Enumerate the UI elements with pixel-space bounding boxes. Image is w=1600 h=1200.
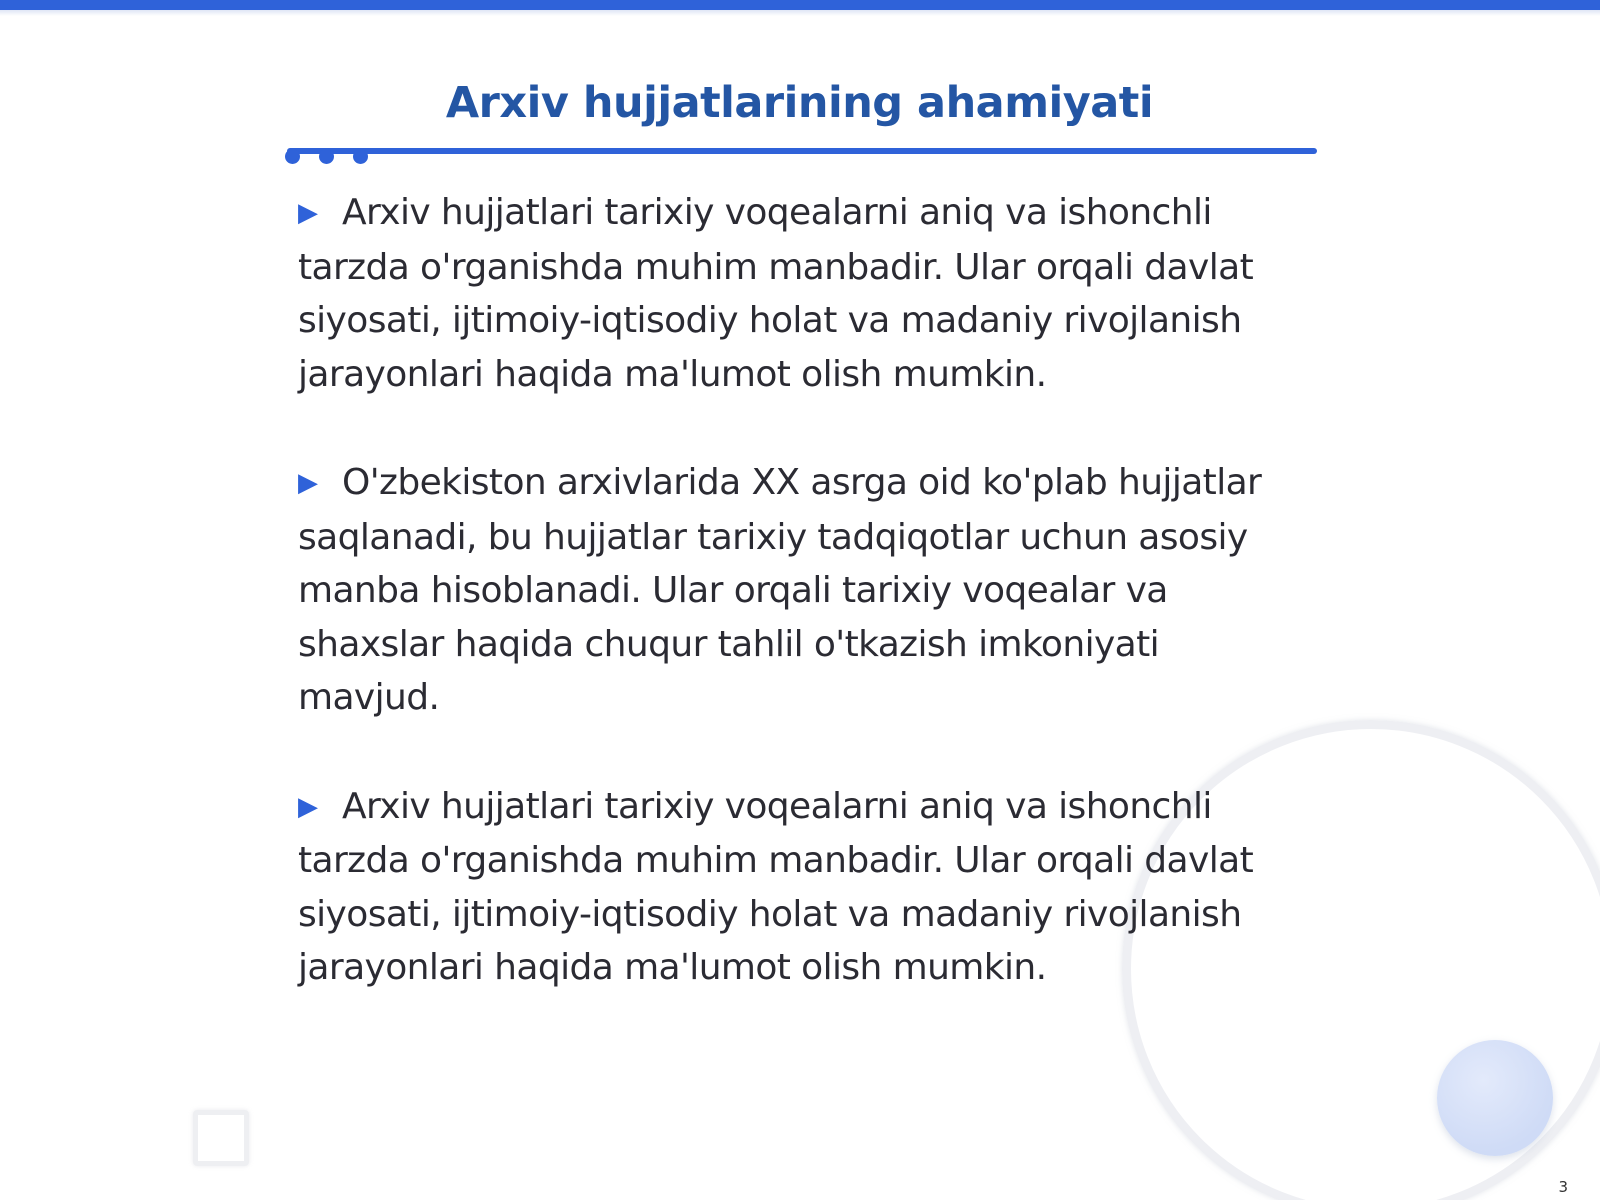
page-number: 3: [1558, 1178, 1568, 1196]
top-bar-shadow: [0, 10, 1600, 16]
bullet-item: [298, 456, 1308, 725]
bullet-text: Arxiv hujjatlari tarixiy voqealarni aniq va ishonchli tarzda o'rganishda muhim manbadir. Ular orqali davlat siyosati, ijtimoiy-iqtisodiy holat va madaniy rivojlanish jarayonlari haqida ma'lumot olish mumkin.: [298, 192, 1254, 395]
top-accent-bar: [0, 0, 1600, 10]
triangle-right-icon: ▶: [298, 791, 318, 822]
underline-dot-1: [285, 149, 300, 164]
underline-dot-2: [319, 149, 334, 164]
bullet-text: Arxiv hujjatlari tarixiy voqealarni aniq va ishonchli tarzda o'rganishda muhim manbadir. Ular orqali davlat siyosati, ijtimoiy-iqtisodiy holat va madaniy rivojlanish jarayonlari haqida ma'lumot olish mumkin.: [298, 785, 1254, 988]
bullet-text: O'zbekiston arxivlarida XX asrga oid ko'plab hujjatlar saqlanadi, bu hujjatlar tarixiy tadqiqotlar uchun asosiy manba hisoblanadi. Ular orqali tarixiy voqealar va shaxslar haqida chuqur tahlil o'tkazish imkoniyati mavjud.: [298, 462, 1262, 718]
bullet-list: [298, 186, 1308, 1050]
decorative-circle: [1437, 1040, 1553, 1156]
triangle-right-icon: ▶: [298, 198, 318, 228]
bullet-item: [298, 186, 1308, 401]
title-underline: [287, 148, 1317, 154]
triangle-right-icon: ▶: [298, 468, 318, 498]
underline-dot-3: [353, 149, 368, 164]
decorative-square: [193, 1110, 249, 1166]
slide-title: Arxiv hujjatlarining ahamiyati: [445, 78, 1154, 128]
bullet-item: [298, 780, 1308, 995]
